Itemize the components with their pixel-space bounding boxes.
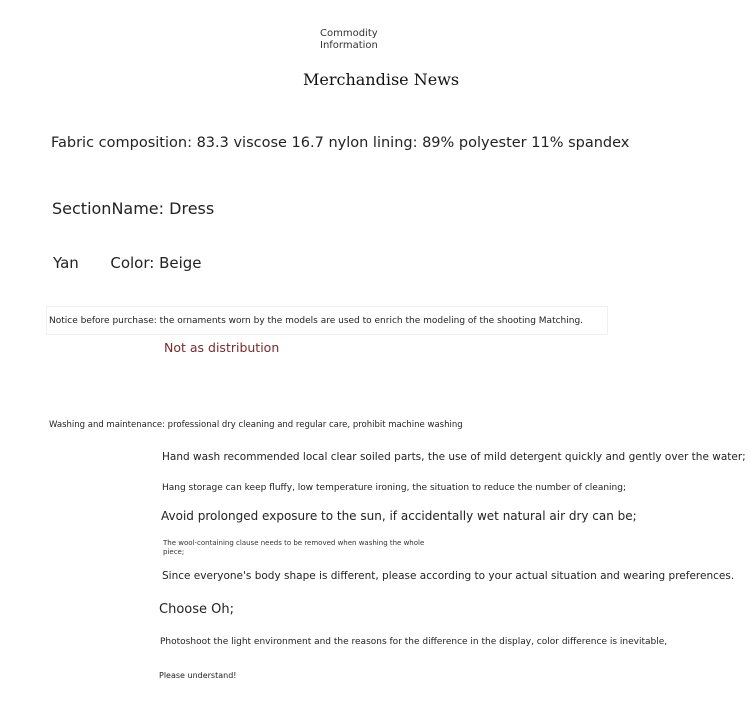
page-title: Merchandise News: [303, 70, 460, 89]
color-prefix: Yan: [53, 254, 79, 272]
care-line-7: Photoshoot the light environment and the reasons for the difference in the display, color difference is inevitable,: [160, 637, 668, 647]
care-line-4a: The wool-containing clause needs to be removed when washing the whole: [163, 539, 425, 547]
header-kicker: [320, 28, 378, 52]
care-line-8: Please understand!: [159, 671, 237, 680]
care-line-4: [163, 539, 424, 557]
care-line-1: Hand wash recommended local clear soiled parts, the use of mild detergent quickly and gently over the water;: [162, 451, 746, 463]
care-line-5: Since everyone's body shape is different, please according to your actual situation and wearing preferences.: [162, 570, 735, 582]
header-kicker-line2: Information: [320, 40, 378, 51]
care-line-2: Hang storage can keep fluffy, low temperature ironing, the situation to reduce the number of cleaning;: [162, 483, 626, 493]
care-line-3: Avoid prolonged exposure to the sun, if accidentally wet natural air dry can be;: [161, 509, 637, 523]
fabric-composition: Fabric composition: 83.3 viscose 16.7 nylon lining: 89% polyester 11% spandex: [51, 135, 630, 151]
care-line-6: Choose Oh;: [159, 602, 234, 617]
color-row: [53, 254, 202, 272]
section-name-value: Dress: [169, 199, 215, 218]
color-label: Color:: [110, 254, 155, 272]
notice-highlight: Not as distribution: [164, 340, 280, 355]
care-heading: Washing and maintenance: professional dry cleaning and regular care, prohibit machine washing: [49, 420, 463, 430]
notice-text: Notice before purchase: the ornaments worn by the models are used to enrich the modeling of the shooting Matching.: [49, 316, 584, 326]
header-kicker-line1: Commodity: [320, 28, 378, 39]
section-name-label: SectionName:: [52, 199, 165, 218]
color-value: Beige: [159, 254, 202, 272]
care-line-4b: piece;: [163, 548, 185, 556]
section-name-row: [52, 199, 214, 218]
